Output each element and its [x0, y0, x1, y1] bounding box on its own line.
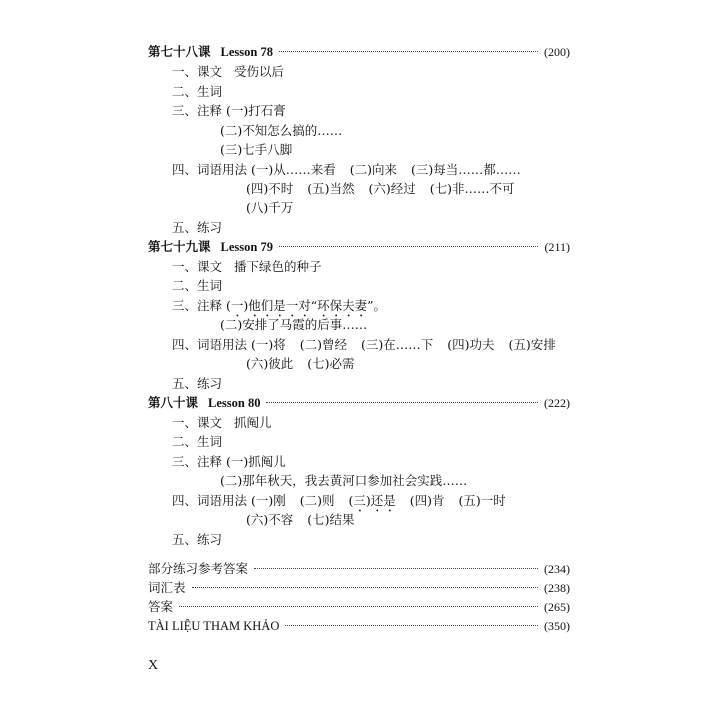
- leader-dots: [279, 51, 538, 52]
- lesson-78-notes: [172, 103, 286, 119]
- lesson-80-english: Lesson 80: [208, 396, 261, 410]
- lesson-79-vocab: 二、生词: [172, 278, 223, 293]
- appendix-label: 词汇表: [148, 580, 186, 595]
- lesson-79-english: Lesson 79: [220, 240, 273, 254]
- appendix-page: (234): [544, 562, 570, 576]
- usage-row: [246, 181, 515, 197]
- lesson-78-vocab: 二、生词: [172, 84, 223, 99]
- usage-item: (三)每当……都……: [411, 162, 521, 177]
- usage-item: (五)当然: [307, 181, 355, 196]
- text-title: 受伤以后: [233, 64, 284, 79]
- usage-item: (四)肯: [409, 493, 445, 508]
- lesson-80-vocab: 二、生词: [172, 434, 223, 449]
- appendix-label: TÀI LIỆU THAM KHẢO: [148, 619, 280, 633]
- text-label: 一、课文: [172, 64, 223, 79]
- usage-item: (四)功夫: [447, 337, 495, 352]
- usage-item: (三)还是: [348, 493, 396, 508]
- lesson-80-page: (222): [544, 396, 570, 410]
- appendix-references: [148, 618, 570, 634]
- usage-item: (八)千万: [246, 200, 294, 215]
- usage-item: (四)不时: [246, 181, 294, 196]
- usage-label: 四、词语用法: [172, 493, 248, 508]
- usage-item: (二)向来: [349, 162, 398, 177]
- appendix-page: (238): [544, 581, 570, 595]
- lesson-80-title: 第八十课: [148, 395, 199, 410]
- appendix-page: (265): [544, 600, 570, 614]
- appendix-label: 部分练习参考答案: [148, 561, 249, 576]
- lesson-79-text: [172, 259, 321, 275]
- note-item: (二)安排了马霞的后事……: [220, 317, 368, 332]
- usage-row: [246, 512, 355, 528]
- usage-item: (六)不容: [246, 512, 294, 527]
- appendix-answers: [148, 599, 570, 615]
- note-item: (一)打石膏: [226, 103, 286, 118]
- notes-label: 三、注释: [172, 103, 223, 118]
- lesson-79-exercise: 五、练习: [172, 376, 223, 391]
- leader-dots: [179, 606, 538, 607]
- notes-label: 三、注释: [172, 454, 223, 469]
- note-item: (二)那年秋天，我去黄河口参加社会实践……: [220, 473, 468, 488]
- lesson-78-text: [172, 64, 284, 80]
- usage-label: 四、词语用法: [172, 337, 248, 352]
- leader-dots: [279, 246, 538, 247]
- note-item: (三)七手八脚: [220, 142, 293, 157]
- lesson-79-title: 第七十九课: [148, 239, 211, 254]
- usage-label: 四、词语用法: [172, 162, 248, 177]
- usage-item: (一)从……来看: [251, 162, 336, 177]
- lesson-79-heading: [148, 239, 570, 255]
- text-label: 一、课文: [172, 415, 223, 430]
- appendix-page: (350): [544, 619, 570, 633]
- usage-item: (一)刚: [251, 493, 286, 508]
- leader-dots: [192, 587, 538, 588]
- note-item: (一)抓阄儿: [226, 454, 286, 469]
- usage-item: (三)在……下: [361, 337, 434, 352]
- usage-item: (七)非……不可: [429, 181, 515, 196]
- lesson-78-exercise: 五、练习: [172, 220, 223, 235]
- notes-label: 三、注释: [172, 298, 223, 313]
- usage-item: (七)结果: [307, 512, 355, 527]
- lesson-79-page: (211): [544, 240, 570, 254]
- lesson-78-title: 第七十八课: [148, 44, 211, 59]
- usage-item: (五)安排: [508, 337, 556, 352]
- appendix-answers-partial: [148, 561, 570, 577]
- usage-item: (二)则: [299, 493, 335, 508]
- usage-row: [246, 356, 355, 372]
- usage-item: (二)曾经: [299, 337, 348, 352]
- text-title: 播下绿色的种子: [233, 259, 322, 274]
- text-title: 抓阄儿: [233, 415, 272, 430]
- usage-item: (五)一时: [458, 493, 506, 508]
- leader-dots: [254, 568, 538, 569]
- usage-item: (七)必需: [307, 356, 355, 371]
- usage-item: (六)经过: [368, 181, 416, 196]
- leader-dots: [285, 625, 538, 626]
- appendix-label: 答案: [148, 599, 174, 614]
- lesson-80-exercise: 五、练习: [172, 532, 223, 547]
- usage-row: [246, 200, 293, 216]
- lesson-79-usage: [172, 337, 556, 353]
- lesson-78-page: (200): [544, 45, 570, 59]
- usage-item: (一)将: [251, 337, 286, 352]
- page-number: X: [148, 658, 159, 673]
- usage-item: (六)彼此: [246, 356, 294, 371]
- lesson-78-heading: [148, 44, 570, 60]
- lesson-78-english: Lesson 78: [220, 45, 273, 59]
- text-label: 一、课文: [172, 259, 223, 274]
- note-item: (二)不知怎么搞的……: [220, 123, 343, 138]
- lesson-80-heading: [148, 395, 570, 411]
- lesson-80-notes: [172, 454, 286, 470]
- lesson-80-text: [172, 415, 271, 431]
- appendix-vocabulary: [148, 580, 570, 596]
- lesson-78-usage: [172, 162, 521, 178]
- note-item: (一)他们是一对“环保夫妻”。: [226, 298, 387, 313]
- leader-dots: [266, 402, 538, 403]
